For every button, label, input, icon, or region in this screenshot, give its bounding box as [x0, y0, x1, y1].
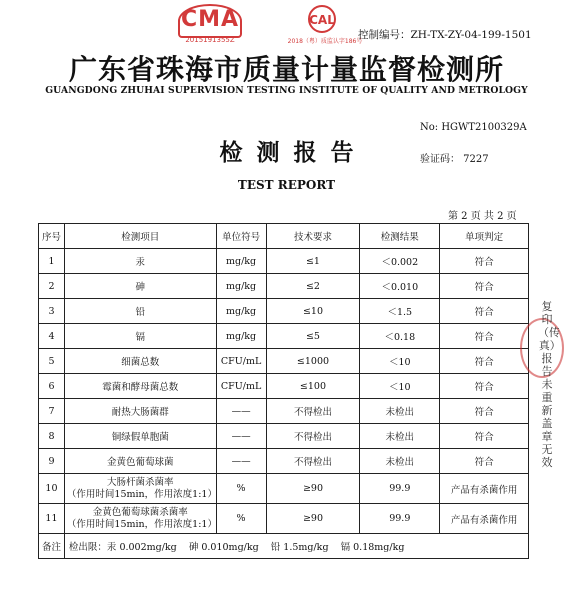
- cell-unit: ——: [216, 449, 266, 474]
- cell-result: ＜0.010: [360, 274, 440, 299]
- cell-unit: %: [216, 504, 266, 534]
- header-result: 检测结果: [360, 224, 440, 249]
- cell-unit: ——: [216, 424, 266, 449]
- table-row: [39, 274, 529, 299]
- cell-result: ＜10: [360, 374, 440, 399]
- cell-verdict: 符合: [440, 349, 529, 374]
- institute-name-cn: 广东省珠海市质量计量监督检测所: [68, 53, 504, 86]
- cell-requirement: ≤100: [266, 374, 360, 399]
- cell-requirement: ≤10: [266, 299, 360, 324]
- cell-result: 99.9: [360, 474, 440, 504]
- institute-name-en: GUANGDONG ZHUHAI SUPERVISION TESTING INSTITUTE OF QUALITY AND METROLOGY: [45, 85, 528, 96]
- cell-unit: ——: [216, 399, 266, 424]
- verify-code: 验证码： 7227: [420, 154, 489, 165]
- header-requirement: 技术要求: [266, 224, 360, 249]
- header-verdict: 单项判定: [440, 224, 529, 249]
- page-info: 第 2 页 共 2 页: [448, 211, 517, 222]
- remark-label: 备注: [39, 534, 65, 559]
- cell-requirement: 不得检出: [266, 449, 360, 474]
- remark-row: [39, 534, 529, 559]
- cell-no: 2: [39, 274, 65, 299]
- cell-no: 11: [39, 504, 65, 534]
- cell-no: 3: [39, 299, 65, 324]
- cell-unit: CFU/mL: [216, 349, 266, 374]
- cell-requirement: ≤5: [266, 324, 360, 349]
- cell-unit: %: [216, 474, 266, 504]
- cell-item: 细菌总数: [64, 349, 216, 374]
- cell-result: 未检出: [360, 424, 440, 449]
- cell-item: 铅: [64, 299, 216, 324]
- cell-no: 9: [39, 449, 65, 474]
- cell-no: 8: [39, 424, 65, 449]
- cell-no: 5: [39, 349, 65, 374]
- cell-verdict: 产品有杀菌作用: [440, 474, 529, 504]
- cell-item-line1: 金黄色葡萄球菌杀菌率: [92, 506, 188, 518]
- cell-no: 4: [39, 324, 65, 349]
- cell-unit: mg/kg: [216, 299, 266, 324]
- table-header-row: [39, 224, 529, 249]
- cell-item: 镉: [64, 324, 216, 349]
- cell-item: 铜绿假单胞菌: [64, 424, 216, 449]
- cell-unit: CFU/mL: [216, 374, 266, 399]
- copy-invalid-note: 复印（传真）报告未重新盖章无效: [538, 300, 560, 469]
- table-row: [39, 399, 529, 424]
- table-row: [39, 449, 529, 474]
- cell-requirement: ≤2: [266, 274, 360, 299]
- cell-item-line2: （作用时间15min，作用浓度1:1）: [66, 518, 217, 530]
- cell-unit: mg/kg: [216, 249, 266, 274]
- cell-result: 99.9: [360, 504, 440, 534]
- cell-requirement: ≥90: [266, 504, 360, 534]
- cell-requirement: 不得检出: [266, 424, 360, 449]
- report-title-en: TEST REPORT: [237, 178, 336, 192]
- cell-verdict: 符合: [440, 424, 529, 449]
- cma-code: 2015191355Z: [185, 36, 235, 44]
- header-unit: 单位符号: [216, 224, 266, 249]
- cell-item: [64, 474, 216, 504]
- table-row: [39, 324, 529, 349]
- cell-requirement: ≥90: [266, 474, 360, 504]
- table-row: [39, 474, 529, 504]
- cell-verdict: 符合: [440, 399, 529, 424]
- table-row: [39, 374, 529, 399]
- cell-requirement: ≤1: [266, 249, 360, 274]
- table-row: [39, 249, 529, 274]
- table-row: [39, 424, 529, 449]
- header-no: 序号: [39, 224, 65, 249]
- cell-verdict: 产品有杀菌作用: [440, 504, 529, 534]
- cell-result: 未检出: [360, 449, 440, 474]
- cell-result: ＜0.002: [360, 249, 440, 274]
- cell-item-line2: （作用时间15min，作用浓度1:1）: [66, 488, 217, 500]
- cell-unit: mg/kg: [216, 324, 266, 349]
- cell-result: ＜1.5: [360, 299, 440, 324]
- cell-item: 砷: [64, 274, 216, 299]
- header-item: 检测项目: [64, 224, 216, 249]
- cell-result: ＜10: [360, 349, 440, 374]
- cell-no: 1: [39, 249, 65, 274]
- report-title-cn: 检测报告: [219, 139, 368, 166]
- report-number: No: HGWT2100329A: [420, 122, 527, 133]
- table-row: [39, 299, 529, 324]
- cell-verdict: 符合: [440, 249, 529, 274]
- cell-requirement: ≤1000: [266, 349, 360, 374]
- cell-item: 耐热大肠菌群: [64, 399, 216, 424]
- cell-no: 7: [39, 399, 65, 424]
- cell-no: 6: [39, 374, 65, 399]
- cell-verdict: 符合: [440, 324, 529, 349]
- cal-code: 2018（粤）质监认字186号: [287, 38, 363, 45]
- cell-requirement: 不得检出: [266, 399, 360, 424]
- cell-no: 10: [39, 474, 65, 504]
- cell-verdict: 符合: [440, 449, 529, 474]
- cell-verdict: 符合: [440, 299, 529, 324]
- cell-item: 汞: [64, 249, 216, 274]
- cal-logo: [302, 4, 342, 34]
- svg-text:CAL: CAL: [309, 13, 335, 27]
- results-table: [38, 223, 529, 559]
- cell-item: [64, 504, 216, 534]
- cell-unit: mg/kg: [216, 274, 266, 299]
- cell-result: ＜0.18: [360, 324, 440, 349]
- table-row: [39, 349, 529, 374]
- cell-result: 未检出: [360, 399, 440, 424]
- cell-item: 金黄色葡萄球菌: [64, 449, 216, 474]
- cma-logo: CMA: [178, 4, 242, 38]
- cell-item: 霉菌和酵母菌总数: [64, 374, 216, 399]
- cell-verdict: 符合: [440, 274, 529, 299]
- remark-text: 检出限：汞 0.002mg/kg 砷 0.010mg/kg 铅 1.5mg/kg 镉 0.18mg/kg: [64, 534, 528, 559]
- table-row: [39, 504, 529, 534]
- cell-verdict: 符合: [440, 374, 529, 399]
- control-number: 控制编号：ZH-TX-ZY-04-199-1501: [358, 29, 532, 41]
- cell-item-line1: 大肠杆菌杀菌率: [106, 476, 174, 488]
